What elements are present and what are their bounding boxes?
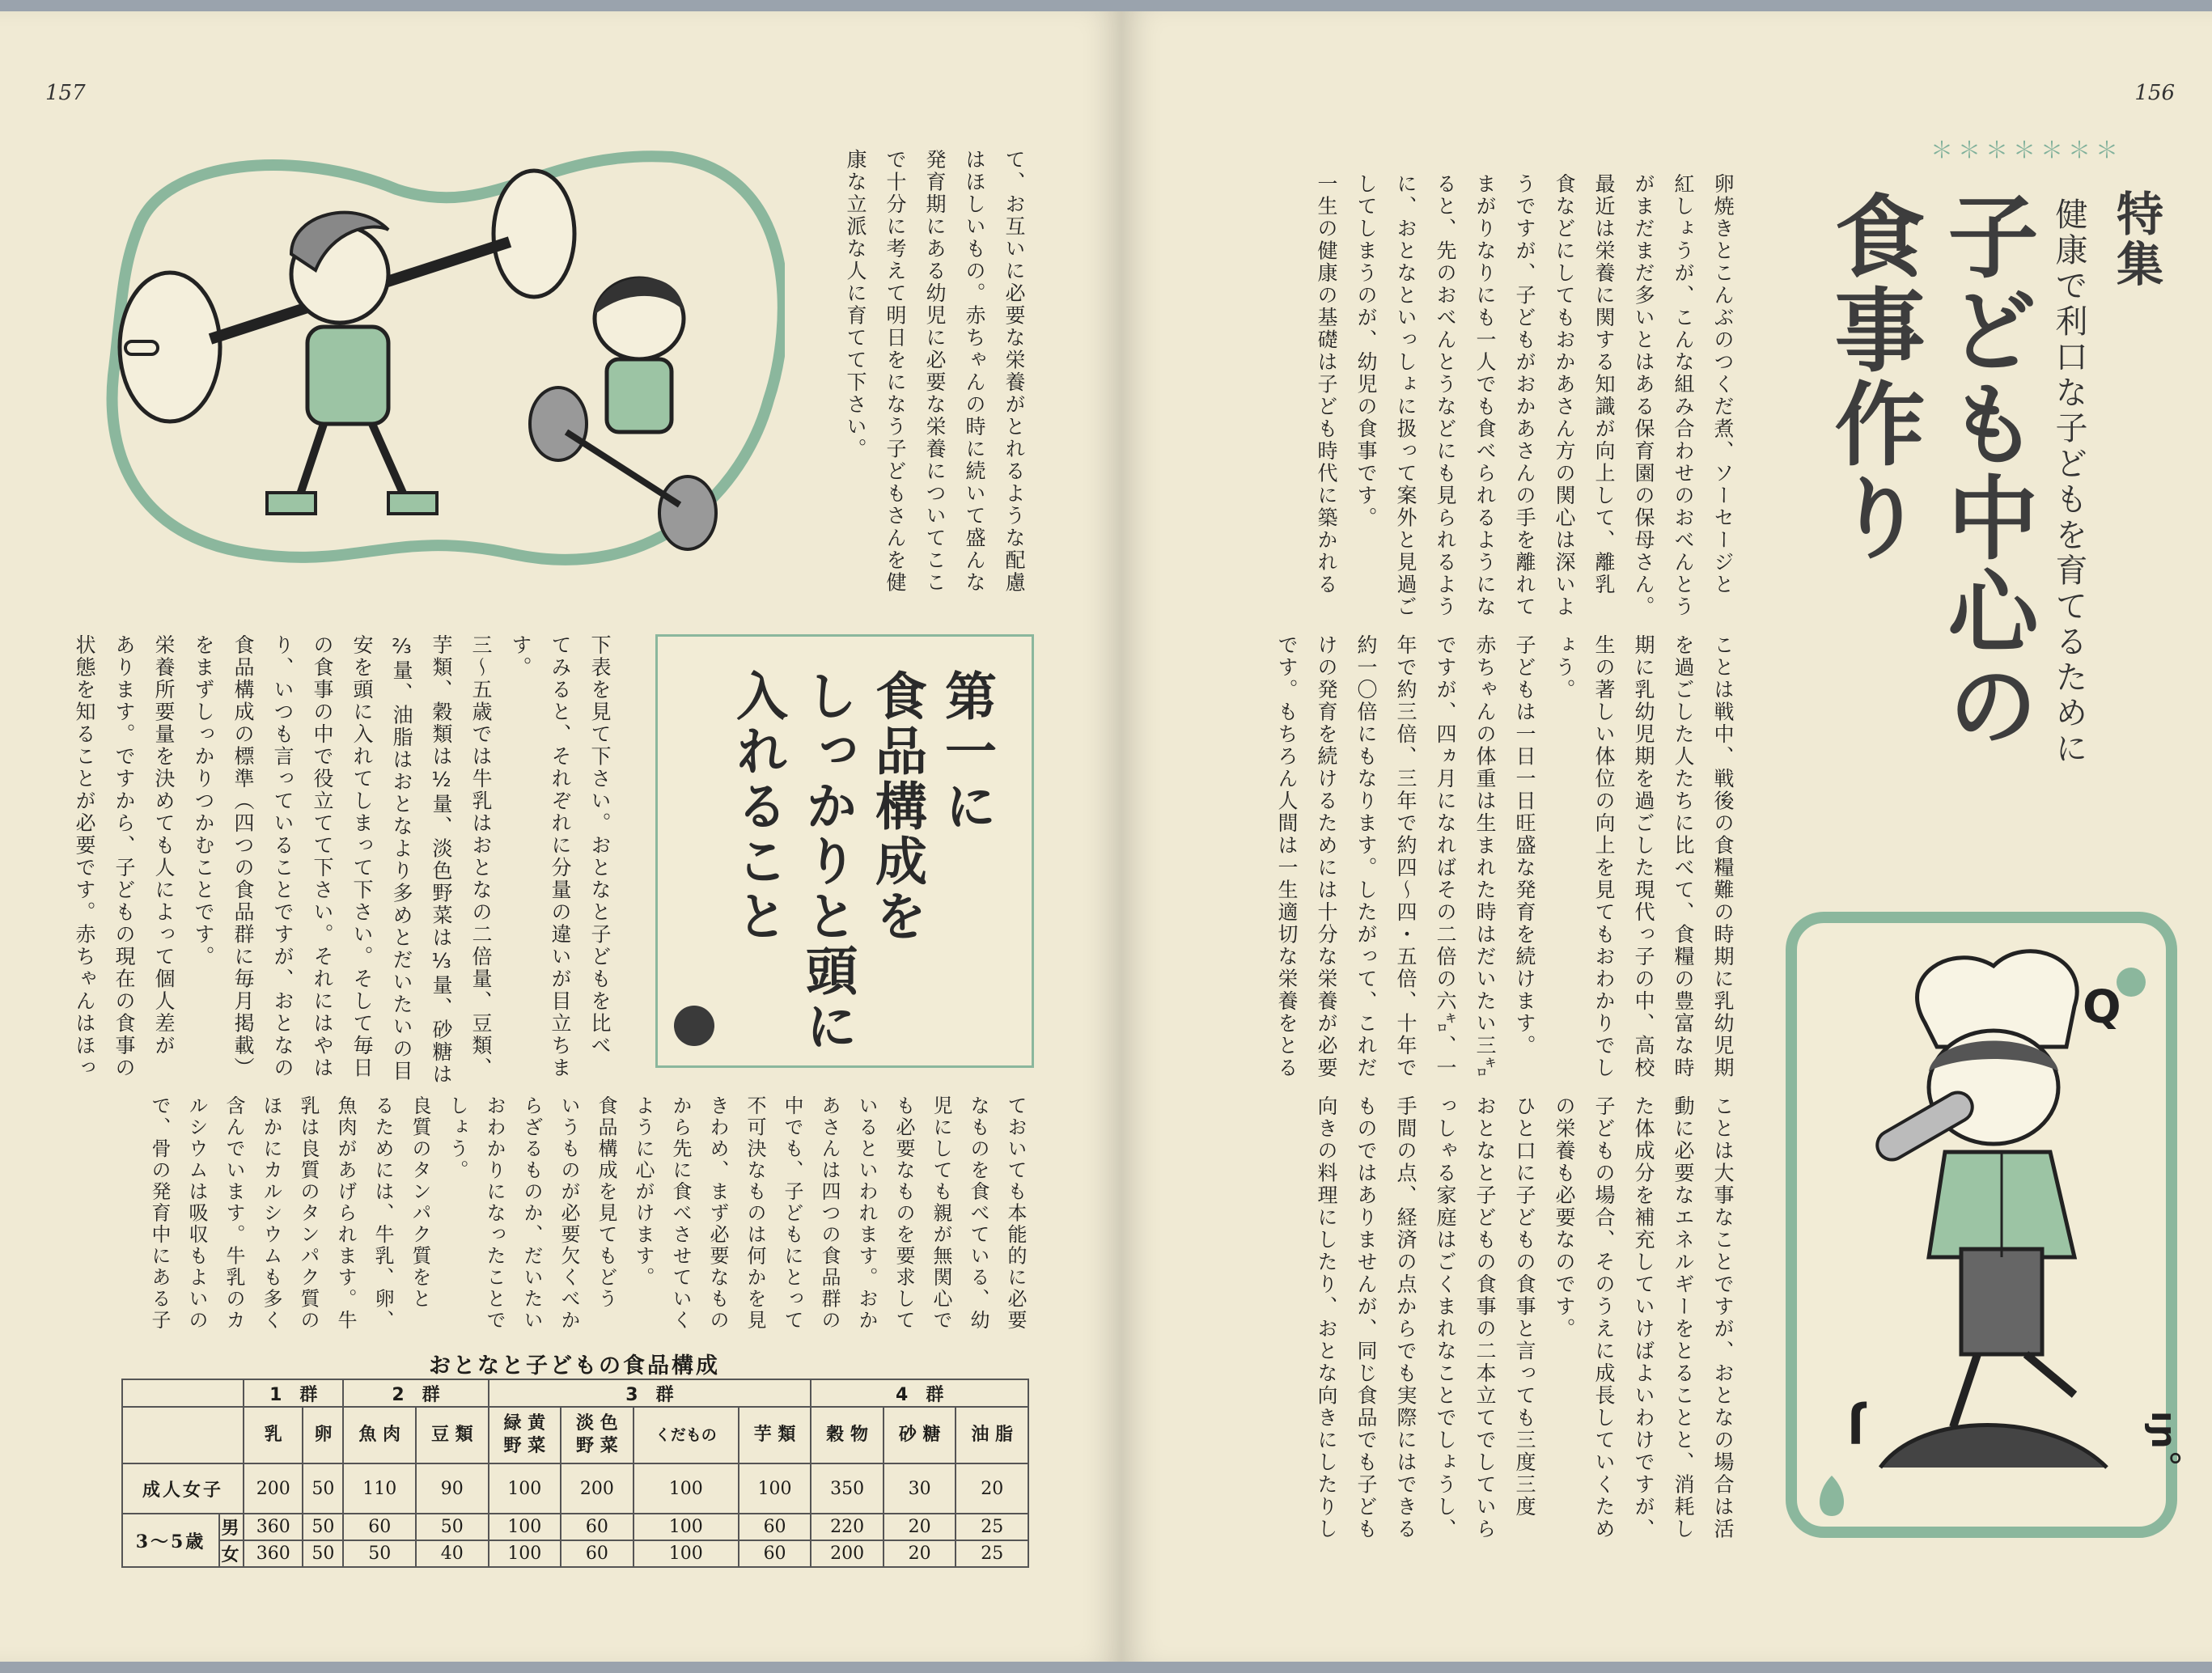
text-column: 紅しょうが、こんな組み合わせのおべんとう <box>1672 173 1695 618</box>
table-cell: 200 <box>244 1463 303 1514</box>
text-column: ものではありませんが、同じ食品でも子ども <box>1354 1095 1378 1540</box>
text-column: てみると、それぞれに分量の違いが目立ちま <box>549 634 572 1079</box>
text-column: あります。ですから、子どもの現在の食事の <box>112 634 136 1079</box>
feature-title-line: 子ども中心の <box>1933 189 2038 752</box>
text-column: おとなと子どもの食事の二本立てでしていら <box>1473 1095 1497 1540</box>
text-column: ように心がけます。 <box>632 1095 655 1289</box>
text-column: を過ごした人たちに比べて、食糧の豊富な時 <box>1672 634 1695 1079</box>
table-cell: 60 <box>343 1514 416 1540</box>
table-row <box>122 1514 1028 1540</box>
item-header: 芋 類 <box>739 1407 811 1463</box>
table-cell: 60 <box>739 1540 811 1567</box>
text-column: 期に乳幼児期を過ごした現代っ子の中、高校 <box>1632 634 1655 1079</box>
text-column: で、骨の発育中にある子 <box>148 1095 171 1332</box>
table-cell: 350 <box>811 1463 884 1514</box>
text-column: 不可決なものは何かを見 <box>744 1095 766 1332</box>
table-cell: 60 <box>561 1514 634 1540</box>
table-cell: 20 <box>884 1540 956 1567</box>
text-column: た体成分を補充していけばよいわけですが、 <box>1632 1095 1655 1540</box>
item-header: 砂 糖 <box>884 1407 956 1463</box>
table-cell: 60 <box>561 1540 634 1567</box>
text-column: ておいても本能的に必要 <box>1004 1095 1027 1332</box>
text-column: 中でも、子どもにとって <box>781 1095 803 1332</box>
text-column: 赤ちゃんの体重は生まれた時はだいたい三㌔ <box>1473 634 1497 1079</box>
table-row <box>122 1463 1028 1514</box>
text-column: 生の著しい体位の向上を見てもおわかりでし <box>1592 634 1616 1079</box>
text-column: ょう。 <box>1553 634 1576 701</box>
text-column: の食事の中で役立てて下さい。それにはやは <box>311 634 334 1079</box>
table-cell: 100 <box>634 1463 739 1514</box>
text-column: 食などにしてもおかあさん方の関心は深いよ <box>1553 173 1576 618</box>
section-heading-line: 食品構成を <box>867 669 926 944</box>
table-cell: 50 <box>303 1540 343 1567</box>
chef-card-illustration <box>1783 909 2196 1548</box>
text-column: ことは戦中、戦後の食糧難の時期に乳幼児期 <box>1711 634 1735 1079</box>
text-column: 年で約三倍、三年で約四～四・五倍、十年で <box>1394 634 1417 1079</box>
bullet-dot-icon <box>674 1006 714 1046</box>
table-cell: 100 <box>489 1540 561 1567</box>
section-heading-line: 第一に <box>936 669 996 834</box>
item-header: 淡 色 野 菜 <box>561 1407 634 1463</box>
table-cell: 110 <box>343 1463 416 1514</box>
section-heading <box>723 669 1001 1054</box>
table-cell: 25 <box>956 1540 1028 1567</box>
group-header: 1 群 <box>244 1379 343 1407</box>
text-column: の栄養も必要なのです。 <box>1553 1095 1576 1341</box>
card-letter-q: Q <box>2083 981 2121 1034</box>
text-column: 魚肉があげられます。牛 <box>334 1095 357 1332</box>
table-cell: 40 <box>416 1540 489 1567</box>
table-item-row <box>122 1407 1028 1463</box>
text-column: 最近は栄養に関する知識が向上して、離乳 <box>1592 173 1616 596</box>
table-cell: 50 <box>416 1514 489 1540</box>
text-column: 状態を知ることが必要です。赤ちゃんはほっ <box>73 634 96 1079</box>
right-mid-text <box>1267 634 1743 1087</box>
text-column: 卵焼きとこんぶのつくだ煮、ソーセージと <box>1711 173 1735 596</box>
table-cell: 100 <box>489 1514 561 1540</box>
table-group-row <box>122 1379 1028 1407</box>
row-sublabel: 男 <box>219 1514 244 1540</box>
text-column: 乳は良質のタンパク質の <box>297 1095 320 1332</box>
text-column: なものを食べている、幼 <box>967 1095 989 1332</box>
right-bottom-text <box>1307 1095 1743 1548</box>
table-cell: 100 <box>634 1514 739 1540</box>
text-column: 手間の点、経済の点からでも実際にはできる <box>1394 1095 1417 1540</box>
feature-tag: 特集 <box>2108 189 2163 290</box>
text-column: 康な立派な人に育てて下さい。 <box>844 149 867 460</box>
item-header: くだもの <box>634 1407 739 1463</box>
table-corner <box>122 1407 244 1463</box>
section-heading-box <box>655 634 1034 1068</box>
table-cell: 200 <box>561 1463 634 1514</box>
food-composition-table <box>121 1379 1029 1568</box>
text-column: けの発育を続けるためには十分な栄養が必要 <box>1315 634 1338 1079</box>
text-column: しょう。 <box>446 1095 468 1181</box>
text-column: はほしいもの。赤ちゃんの時に続いて盛んな <box>963 149 986 594</box>
left-page <box>0 11 1121 1662</box>
text-column: 向きの料理にしたり、おとな向きにしたりし <box>1315 1095 1338 1540</box>
text-column: に、おとなといっしょに扱って案外と見過ご <box>1394 173 1417 618</box>
table-title: おとなと子どもの食品構成 <box>429 1353 720 1379</box>
table-cell: 60 <box>739 1514 811 1540</box>
card-letter-j: J <box>1847 1400 1864 1452</box>
table-cell: 100 <box>739 1463 811 1514</box>
right-top-text <box>1307 173 1743 626</box>
text-column: 含んでいます。牛乳のカ <box>222 1095 245 1332</box>
text-column: ルシウムは吸収もよいの <box>185 1095 208 1332</box>
text-column: いうものが必要欠くべか <box>557 1095 580 1332</box>
page-number-left: 157 <box>45 81 86 105</box>
left-top-text <box>836 149 1034 618</box>
text-column: 下表を見て下さい。おとなと子どもを比べ <box>588 634 612 1057</box>
text-column: 動に必要なエネルギーをとることと、消耗し <box>1672 1095 1695 1540</box>
section-heading-line: 入れること <box>727 669 787 944</box>
text-column: まがりなりにも一人でも食べられるようにな <box>1473 173 1497 618</box>
text-column: り、いつも言っていることですが、おとなの <box>271 634 295 1079</box>
feature-subtitle: 健康で利口な子どもを育てるために <box>2050 197 2087 767</box>
text-column: あさんは四つの食品群の <box>818 1095 841 1332</box>
item-header: 豆 類 <box>416 1407 489 1463</box>
text-column: ⅔量、油脂はおとなより多めとだいたいの目 <box>390 634 413 1082</box>
group-header: 4 群 <box>811 1379 1028 1407</box>
text-column: 児にしても親が無関心で <box>930 1095 952 1332</box>
text-column: 安を頭に入れてしまって下さい。そして毎日 <box>350 634 374 1079</box>
group-header: 2 群 <box>343 1379 488 1407</box>
item-header: 魚 肉 <box>343 1407 416 1463</box>
text-column: きわめ、まず必要なもの <box>706 1095 729 1332</box>
item-header: 乳 <box>244 1407 303 1463</box>
table-cell: 50 <box>303 1514 343 1540</box>
decorative-stars: ＊＊＊＊＊＊＊ <box>1930 137 2123 163</box>
item-header: 緑 黄 野 菜 <box>489 1407 561 1463</box>
text-column: 三～五歳では牛乳はおとなの二倍量、豆類、 <box>469 634 493 1079</box>
table-cell: 30 <box>884 1463 956 1514</box>
row-sublabel: 女 <box>219 1540 244 1567</box>
right-page <box>1121 11 2212 1662</box>
text-column: ほかにカルシウムも多く <box>260 1095 282 1332</box>
text-column: ると、先のおべんとうなどにも見られるよう <box>1434 173 1457 618</box>
text-column: 一生の健康の基礎は子ども時代に築かれる <box>1315 173 1338 596</box>
item-header: 卵 <box>303 1407 343 1463</box>
feature-title-line: 食事作り <box>1820 189 1925 565</box>
page-number-right: 156 <box>2134 81 2175 105</box>
text-column: おわかりになったことで <box>483 1095 506 1332</box>
table-cell: 200 <box>811 1540 884 1567</box>
text-column: るためには、牛乳、卵、 <box>371 1095 394 1332</box>
text-column: で十分に考えて明日をになう子どもさんを健 <box>884 149 907 594</box>
text-column: も必要なものを要求して <box>892 1095 915 1332</box>
table-cell: 360 <box>244 1540 303 1567</box>
table-cell: 100 <box>489 1463 561 1514</box>
table-cell: 20 <box>884 1514 956 1540</box>
feature-title <box>1816 189 2042 752</box>
text-column: してしまうのが、幼児の食事です。 <box>1354 173 1378 529</box>
group-header: 3 群 <box>489 1379 811 1407</box>
table-cell: 360 <box>244 1514 303 1540</box>
text-column: 発育期にある幼児に必要な栄養についてここ <box>923 149 947 594</box>
text-column: いるといわれます。おか <box>855 1095 878 1332</box>
text-column: ことは大事なことですが、おとなの場合は活 <box>1711 1095 1735 1540</box>
table-cell: 20 <box>956 1463 1028 1514</box>
item-header: 油 脂 <box>956 1407 1028 1463</box>
table-cell: 90 <box>416 1463 489 1514</box>
row-label: 成人女子 <box>122 1463 244 1514</box>
card-side-mark: ıɲ。 <box>2144 1411 2184 1487</box>
table-cell: 50 <box>343 1540 416 1567</box>
text-column: 芋類、穀類は½量、淡色野菜は⅓量、砂糖は <box>430 634 453 1086</box>
text-column: す。 <box>509 634 532 679</box>
item-header: 穀 物 <box>811 1407 884 1463</box>
text-column: 栄養所要量を決めても人によって個人差が <box>152 634 176 1057</box>
text-column: 食品構成を見てもどう <box>595 1095 617 1310</box>
left-mid-text <box>65 634 620 1095</box>
text-column: です。もちろん人間は一生適切な栄養をとる <box>1275 634 1299 1079</box>
text-column: から先に食べさせていく <box>669 1095 692 1332</box>
text-column: がまだまだ多いとはある保育園の保母さん。 <box>1632 173 1655 618</box>
text-column: 子どもは一日一日旺盛な発育を続けます。 <box>1513 634 1536 1057</box>
section-heading-line: しっかりと頭に <box>797 669 857 1054</box>
left-bottom-text <box>141 1095 1034 1338</box>
table-cell: 25 <box>956 1514 1028 1540</box>
text-column: っしゃる家庭はごくまれなことでしょうし、 <box>1434 1095 1457 1540</box>
text-column: らざるものか、だいたい <box>520 1095 543 1332</box>
text-column: 良質のタンパク質をと <box>409 1095 431 1310</box>
text-column: て、お互いに必要な栄養がとれるような配慮 <box>1002 149 1026 594</box>
table-row <box>122 1540 1028 1567</box>
weightlifting-illustration <box>89 133 785 586</box>
text-column: をまずしっかりつかむことです。 <box>192 634 215 968</box>
text-column: うですが、子どもがおかあさんの手を離れて <box>1513 173 1536 618</box>
table-cell: 220 <box>811 1514 884 1540</box>
text-column: 約一〇倍にもなります。したがって、これだ <box>1354 634 1378 1079</box>
table-cell: 100 <box>634 1540 739 1567</box>
text-column: ですが、四ヵ月になればその二倍の六㌔、一 <box>1434 634 1457 1079</box>
text-column: ひと口に子どもの食事と言っても三度三度 <box>1513 1095 1536 1518</box>
row-label: 3～5歳 <box>122 1514 219 1567</box>
text-column: 食品構成の標準（四つの食品群に毎月掲載） <box>231 634 255 1079</box>
table-corner <box>122 1379 244 1407</box>
text-column: 子どもの場合、そのうえに成長していくため <box>1592 1095 1616 1540</box>
table-cell: 50 <box>303 1463 343 1514</box>
